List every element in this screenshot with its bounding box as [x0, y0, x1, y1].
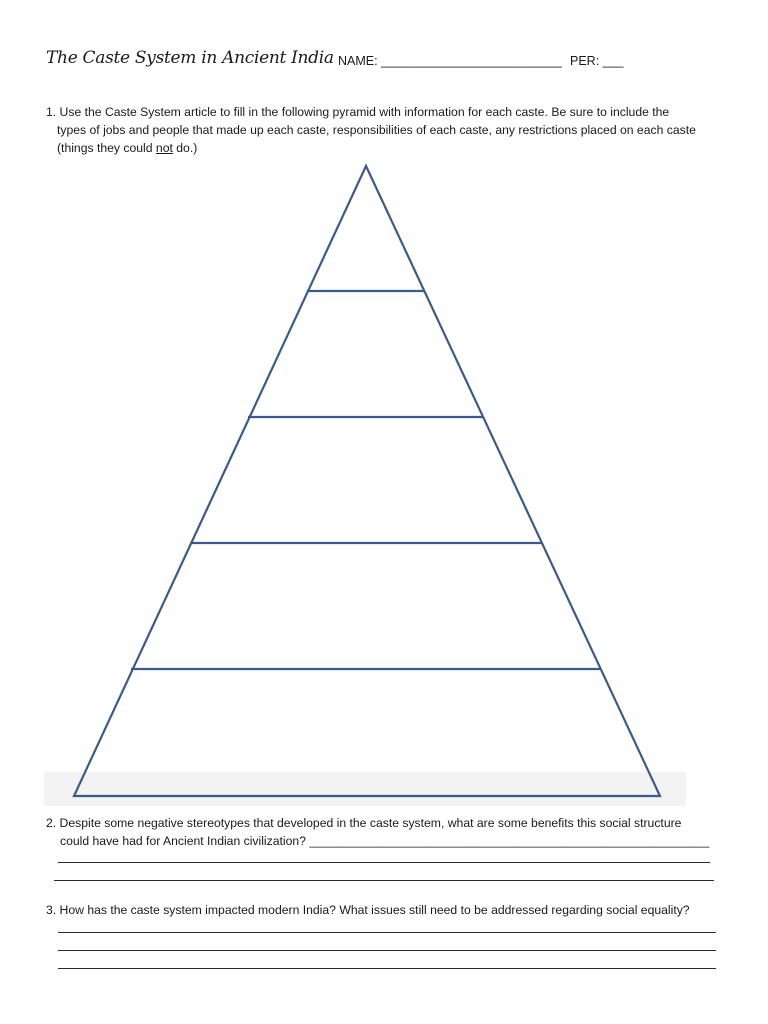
answer-line-q2-1[interactable]: [58, 862, 710, 863]
question-1: [46, 103, 726, 157]
pyramid-tier-2[interactable]: [304, 300, 428, 410]
question-1-emphasis: not: [155, 141, 173, 155]
answer-line-q3-3[interactable]: [58, 968, 716, 969]
answer-line-q3-2[interactable]: [58, 950, 716, 951]
pyramid-diagram: [44, 160, 688, 806]
answer-line-q3-1[interactable]: [58, 932, 716, 933]
question-3: [46, 901, 726, 919]
caste-pyramid: [44, 160, 688, 806]
period-field: PER: ___: [570, 54, 624, 68]
question-3-line-1: 3. How has the caste system impacted modern India? What issues still need to be addressed regarding social equality?: [46, 903, 690, 917]
question-2-line-1: 2. Despite some negative stereotypes that developed in the caste system, what are some benefits this social structure: [46, 816, 682, 830]
answer-line-q2-2[interactable]: [54, 880, 714, 881]
pyramid-tier-1[interactable]: [334, 200, 398, 280]
pyramid-tier-3[interactable]: [249, 425, 483, 535]
worksheet-title: The Caste System in Ancient India: [46, 48, 334, 68]
question-1-line-3: [46, 139, 726, 157]
question-1-line-1: 1. Use the Caste System article to fill in the following pyramid with information for each caste. Be sure to include the: [46, 105, 670, 119]
question-1-line-2: types of jobs and people that made up each caste, responsibilities of each caste, any restrictions placed on each caste: [57, 123, 696, 137]
name-field: NAME: __________________________: [338, 54, 562, 68]
question-1-line-3-end: do.): [172, 141, 198, 155]
question-2: [46, 814, 726, 850]
question-1-line-3-start: (things they could: [57, 141, 156, 155]
pyramid-tier-5[interactable]: [136, 676, 596, 788]
question-2-line-2: could have had for Ancient Indian civilization? ___________________________________________________________: [60, 834, 710, 848]
pyramid-tier-4[interactable]: [194, 550, 538, 660]
